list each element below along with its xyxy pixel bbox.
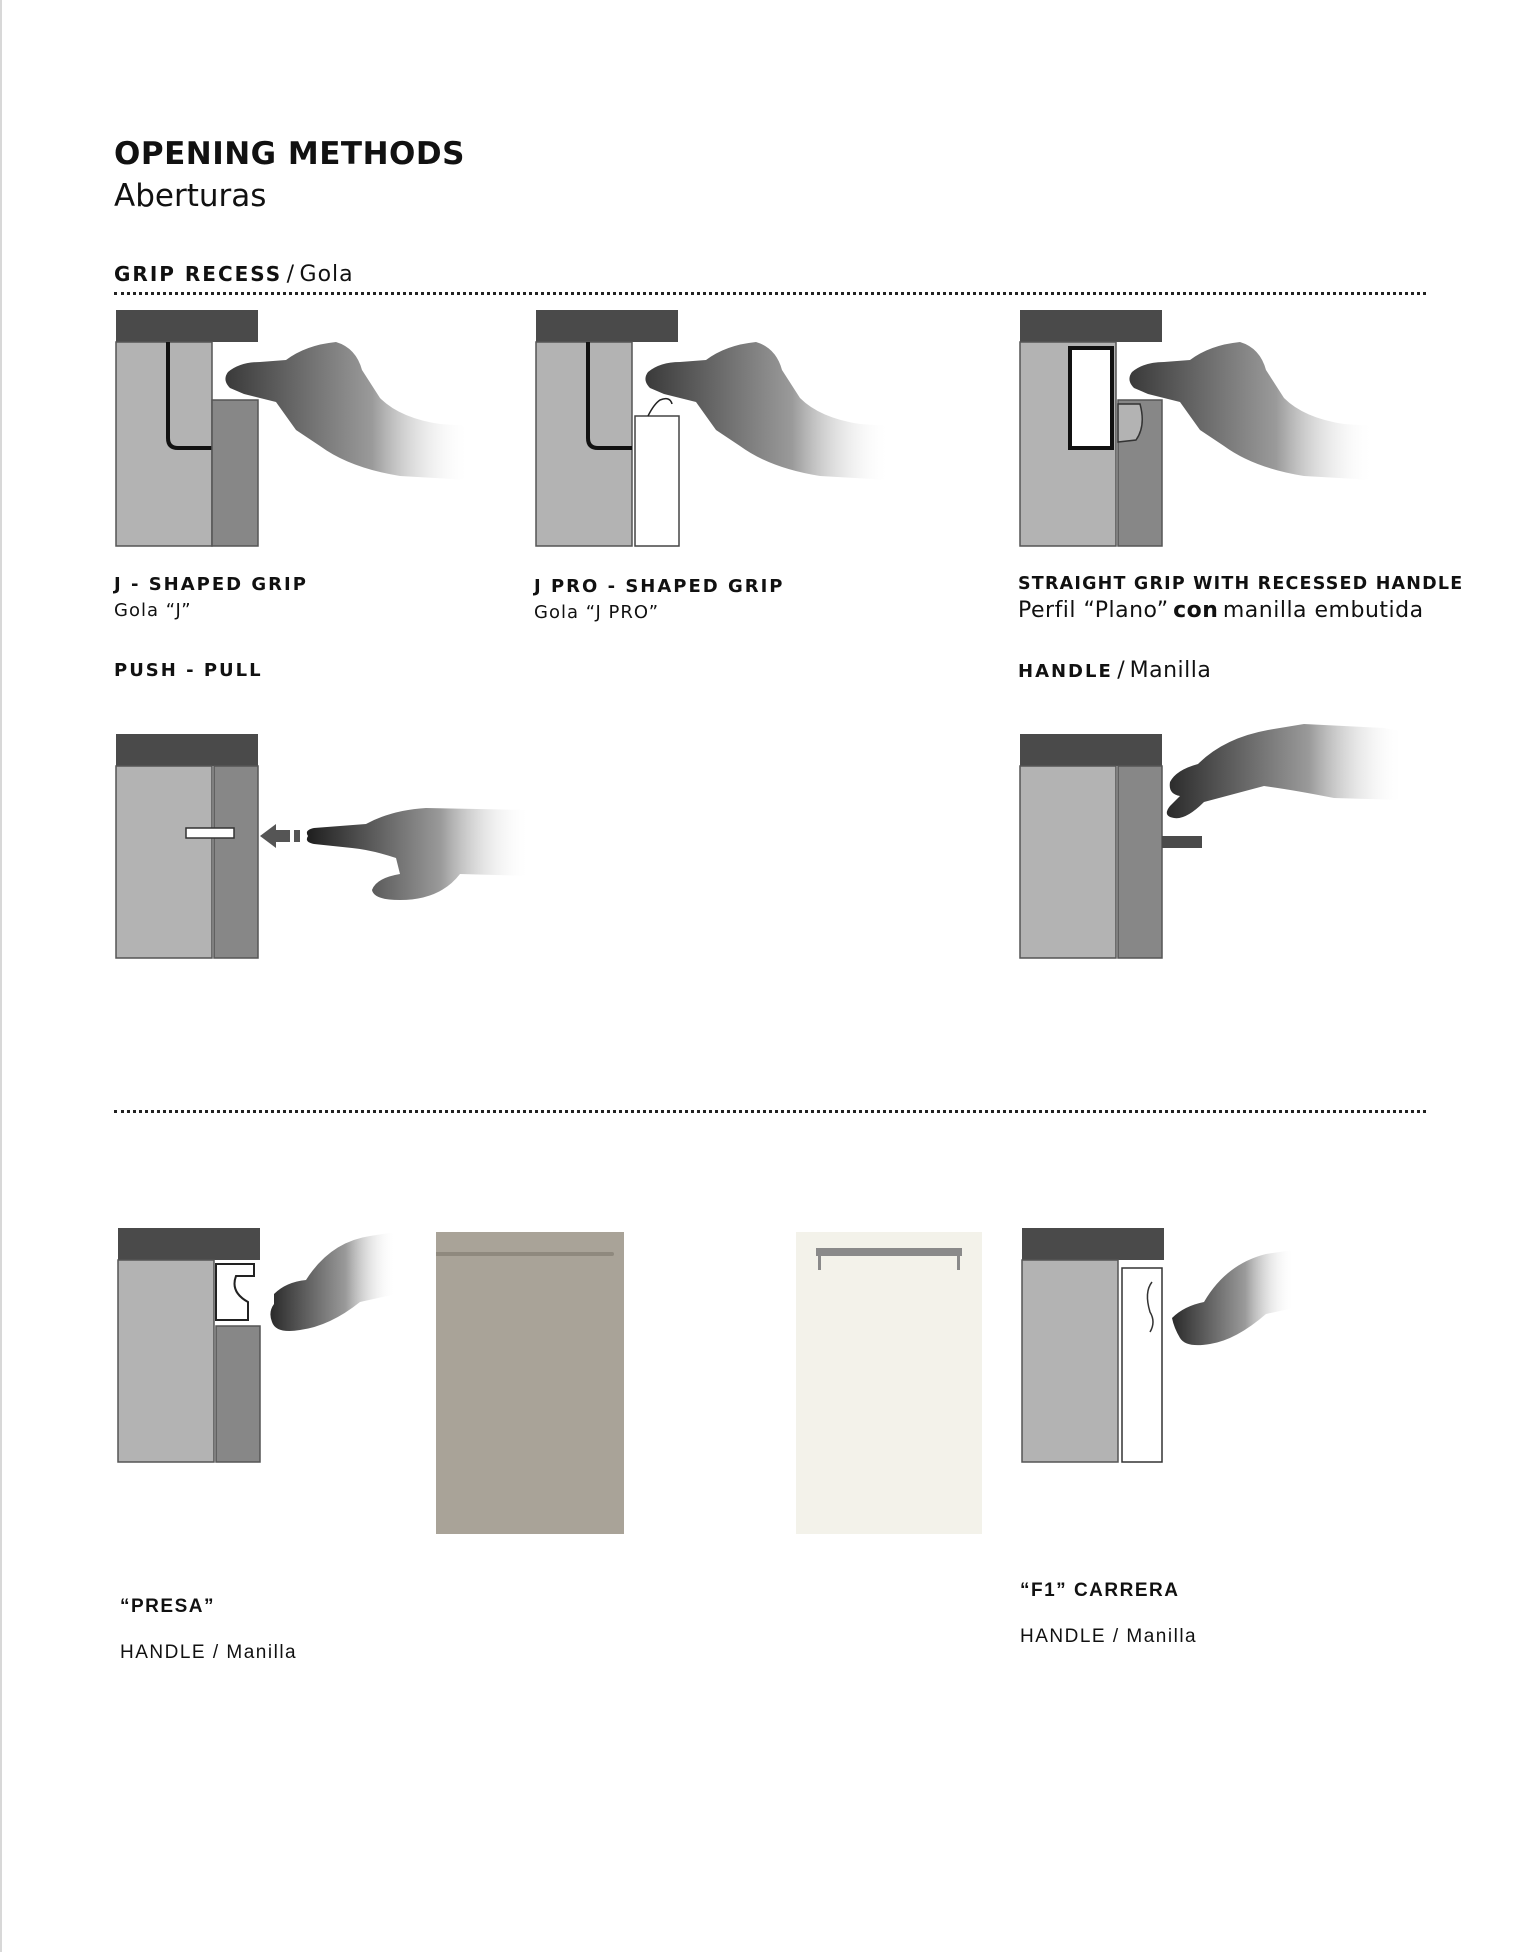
pointing-hand-icon xyxy=(307,808,530,900)
j-grip-subtitle: Gola “J” xyxy=(114,600,192,621)
grip-section-heading xyxy=(114,262,354,287)
push-pull-illustration xyxy=(100,724,530,984)
grip-section-title: GRIP RECESS xyxy=(114,262,283,286)
cabinet-side xyxy=(116,766,212,958)
push-latch xyxy=(186,828,234,838)
straight-grip-title: STRAIGHT GRIP WITH RECESSED HANDLE xyxy=(1018,574,1464,594)
section-divider-top xyxy=(114,292,1426,295)
arrow-tail xyxy=(294,830,300,842)
jpro-profile xyxy=(648,399,672,416)
presa-subtitle: HANDLE / Manilla xyxy=(120,1642,298,1663)
hand-icon xyxy=(1129,342,1374,480)
panel-handle-leg-right xyxy=(957,1256,960,1270)
handle-subtitle: Manilla xyxy=(1129,658,1212,683)
f1-carrera-illustration xyxy=(1004,1222,1314,1472)
page-title: OPENING METHODS xyxy=(114,136,465,172)
cabinet-side xyxy=(1022,1260,1118,1462)
countertop xyxy=(116,310,258,342)
countertop xyxy=(118,1228,260,1260)
cabinet-side xyxy=(1020,766,1116,958)
handle-separator: / xyxy=(1117,658,1126,683)
arrow-left-icon xyxy=(260,824,290,848)
jpro-grip-subtitle: Gola “J PRO” xyxy=(534,602,660,623)
handle-illustration xyxy=(1004,724,1424,984)
hand-icon xyxy=(645,342,890,480)
page-subtitle: Aberturas xyxy=(114,178,267,214)
push-pull-title: PUSH - PULL xyxy=(114,660,263,681)
j-grip-title: J - SHAPED GRIP xyxy=(114,574,308,595)
straight-profile xyxy=(1070,348,1112,448)
handle-heading xyxy=(1018,658,1211,683)
door-panel-cream xyxy=(796,1232,982,1534)
door xyxy=(216,1326,260,1462)
hand-icon xyxy=(225,342,470,480)
door xyxy=(1118,766,1162,958)
straight-grip-illustration xyxy=(1004,300,1384,560)
section-divider-bottom xyxy=(114,1110,1426,1113)
panel-bar-handle xyxy=(816,1248,962,1256)
j-grip-illustration xyxy=(100,300,480,560)
countertop xyxy=(116,734,258,766)
door-panel-taupe xyxy=(436,1232,624,1534)
grip-section-subtitle: Gola xyxy=(299,262,354,287)
hand-icon xyxy=(270,1232,396,1331)
door xyxy=(635,416,679,546)
door xyxy=(212,400,258,546)
straight-grip-subtitle xyxy=(1018,598,1424,623)
presa-title: “PRESA” xyxy=(120,1596,215,1617)
page-margin-line xyxy=(0,0,2,1952)
straight-grip-subtitle-c: manilla embutida xyxy=(1222,598,1424,623)
countertop xyxy=(536,310,678,342)
handle-title: HANDLE xyxy=(1018,661,1113,682)
jpro-grip-title: J PRO - SHAPED GRIP xyxy=(534,576,785,597)
panel-groove xyxy=(436,1252,614,1256)
countertop xyxy=(1022,1228,1164,1260)
grip-section-separator: / xyxy=(286,262,296,287)
presa-profile xyxy=(216,1264,254,1320)
f1-carrera-title: “F1” CARRERA xyxy=(1020,1580,1180,1601)
cabinet-side xyxy=(118,1260,214,1462)
cabinet-side xyxy=(116,342,212,546)
presa-illustration xyxy=(100,1222,410,1472)
cabinet-side xyxy=(536,342,632,546)
countertop xyxy=(1020,310,1162,342)
jpro-grip-illustration xyxy=(520,300,900,560)
straight-grip-subtitle-a: Perfil “Plano” xyxy=(1018,598,1169,623)
hand-icon xyxy=(1167,724,1404,818)
countertop xyxy=(1020,734,1162,766)
recessed-handle xyxy=(1118,404,1142,442)
bar-handle xyxy=(1162,836,1202,848)
panel-handle-leg-left xyxy=(818,1256,821,1270)
door xyxy=(1122,1268,1162,1462)
hand-icon xyxy=(1172,1250,1294,1345)
f1-carrera-subtitle: HANDLE / Manilla xyxy=(1020,1626,1198,1647)
straight-grip-subtitle-b: con xyxy=(1173,598,1219,623)
door xyxy=(214,766,258,958)
